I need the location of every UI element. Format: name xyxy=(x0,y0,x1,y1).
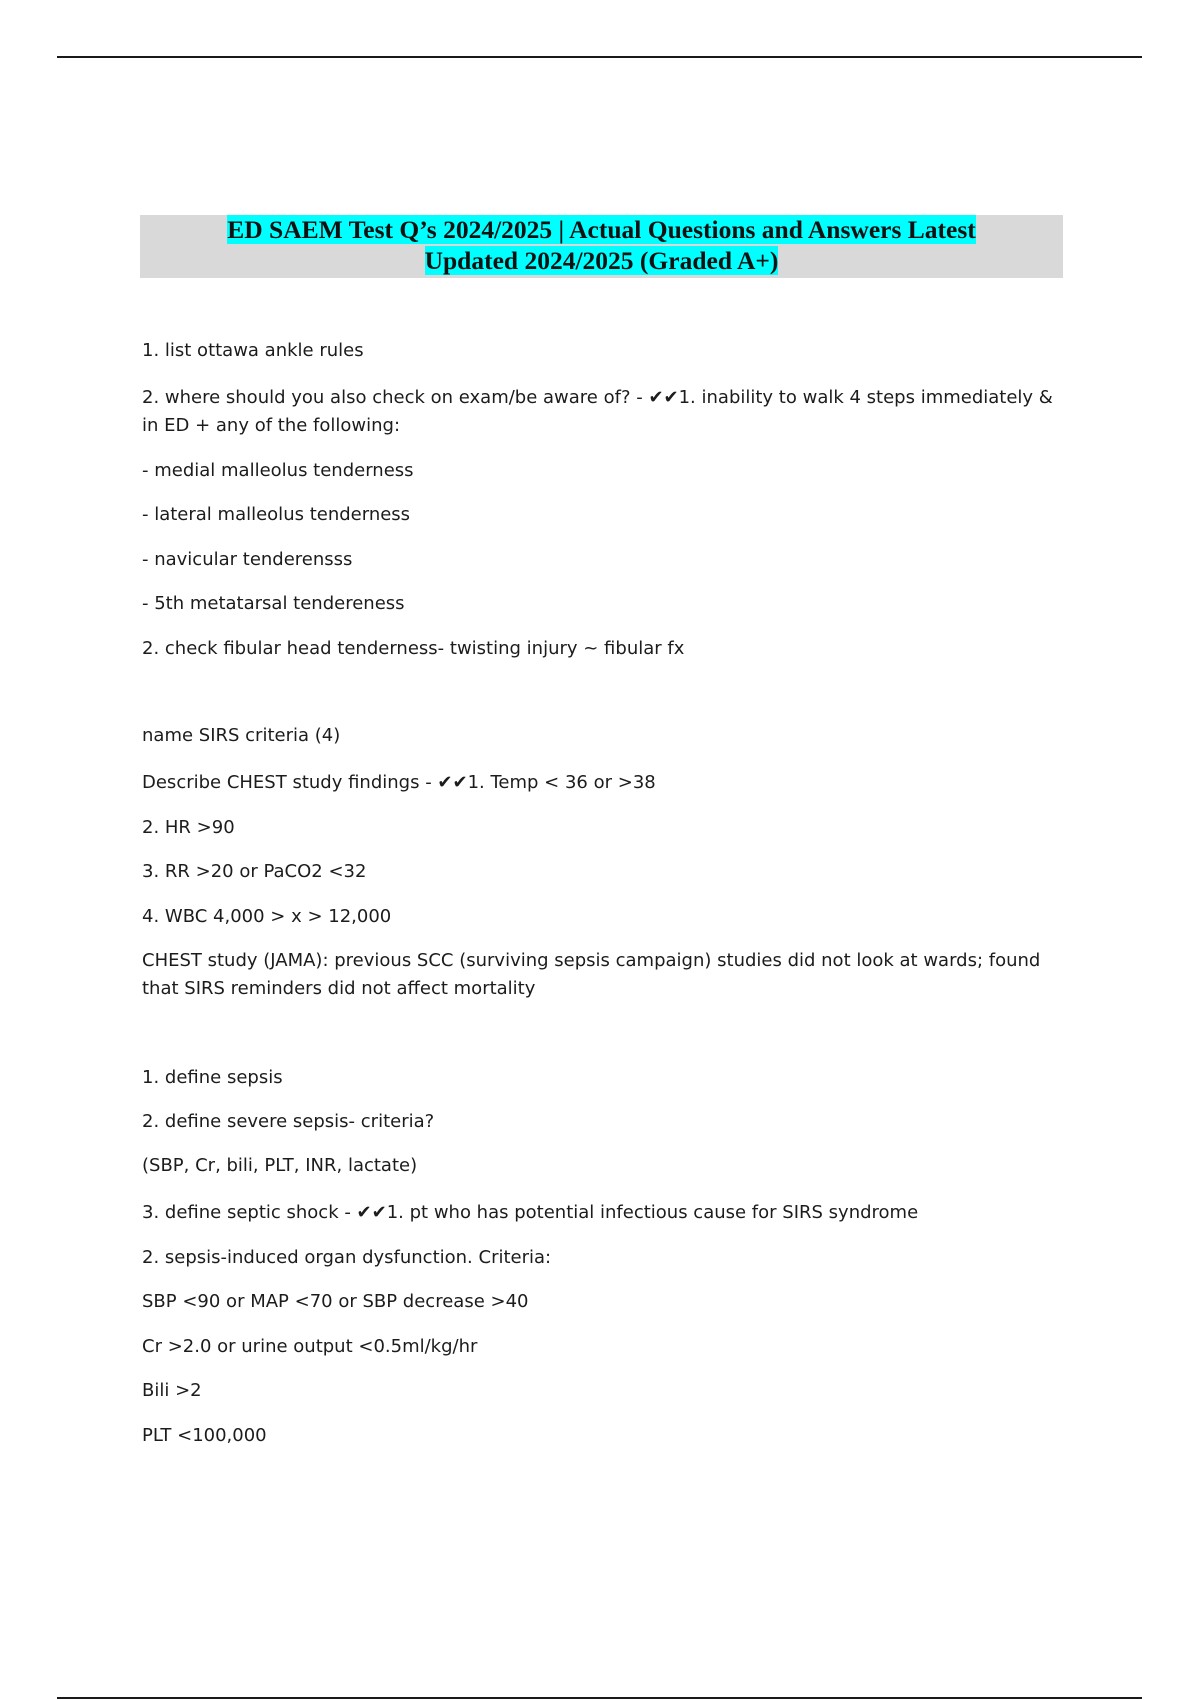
answer-line: Describe CHEST study findings - ✔✔1. Temp < 36 or >38 xyxy=(142,772,656,793)
list-item: - navicular tenderensss xyxy=(142,549,353,570)
list-item: SBP <90 or MAP <70 or SBP decrease >40 xyxy=(142,1291,529,1312)
list-item: - lateral malleolus tenderness xyxy=(142,504,411,525)
answer-line: 3. define septic shock - ✔✔1. pt who has potential infectious cause for SIRS syndrome xyxy=(142,1202,919,1223)
bottom-rule xyxy=(57,1697,1142,1699)
top-rule xyxy=(57,56,1142,58)
question-line: name SIRS criteria (4) xyxy=(142,725,341,746)
title-line-1: ED SAEM Test Q’s 2024/2025 | Actual Questions and Answers Latest xyxy=(227,215,976,244)
answer-line: 2. where should you also check on exam/be aware of? - ✔✔1. inability to walk 4 steps immediately & in ED + any of the following: xyxy=(142,387,1053,436)
list-item: Cr >2.0 or urine output <0.5ml/kg/hr xyxy=(142,1336,478,1357)
title-line-2: Updated 2024/2025 (Graded A+) xyxy=(424,246,779,275)
list-item: 2. HR >90 xyxy=(142,817,235,838)
answer-line: CHEST study (JAMA): previous SCC (surviving sepsis campaign) studies did not look at wards; found that SIRS reminders did not affect mortality xyxy=(142,950,1041,999)
list-item: 3. RR >20 or PaCO2 <32 xyxy=(142,861,367,882)
question-line: 1. list ottawa ankle rules xyxy=(142,340,364,361)
list-item: 2. sepsis-induced organ dysfunction. Criteria: xyxy=(142,1247,552,1268)
list-item: 4. WBC 4,000 > x > 12,000 xyxy=(142,906,392,927)
list-item: - 5th metatarsal tendereness xyxy=(142,593,405,614)
list-item: Bili >2 xyxy=(142,1380,202,1401)
list-item: PLT <100,000 xyxy=(142,1425,267,1446)
question-line: 1. define sepsis xyxy=(142,1067,283,1088)
question-line: 2. define severe sepsis- criteria? xyxy=(142,1111,435,1132)
answer-line: 2. check fibular head tenderness- twisting injury ~ fibular fx xyxy=(142,638,685,659)
list-item: - medial malleolus tenderness xyxy=(142,460,414,481)
question-line: (SBP, Cr, bili, PLT, INR, lactate) xyxy=(142,1155,418,1176)
document-title xyxy=(140,214,1063,276)
